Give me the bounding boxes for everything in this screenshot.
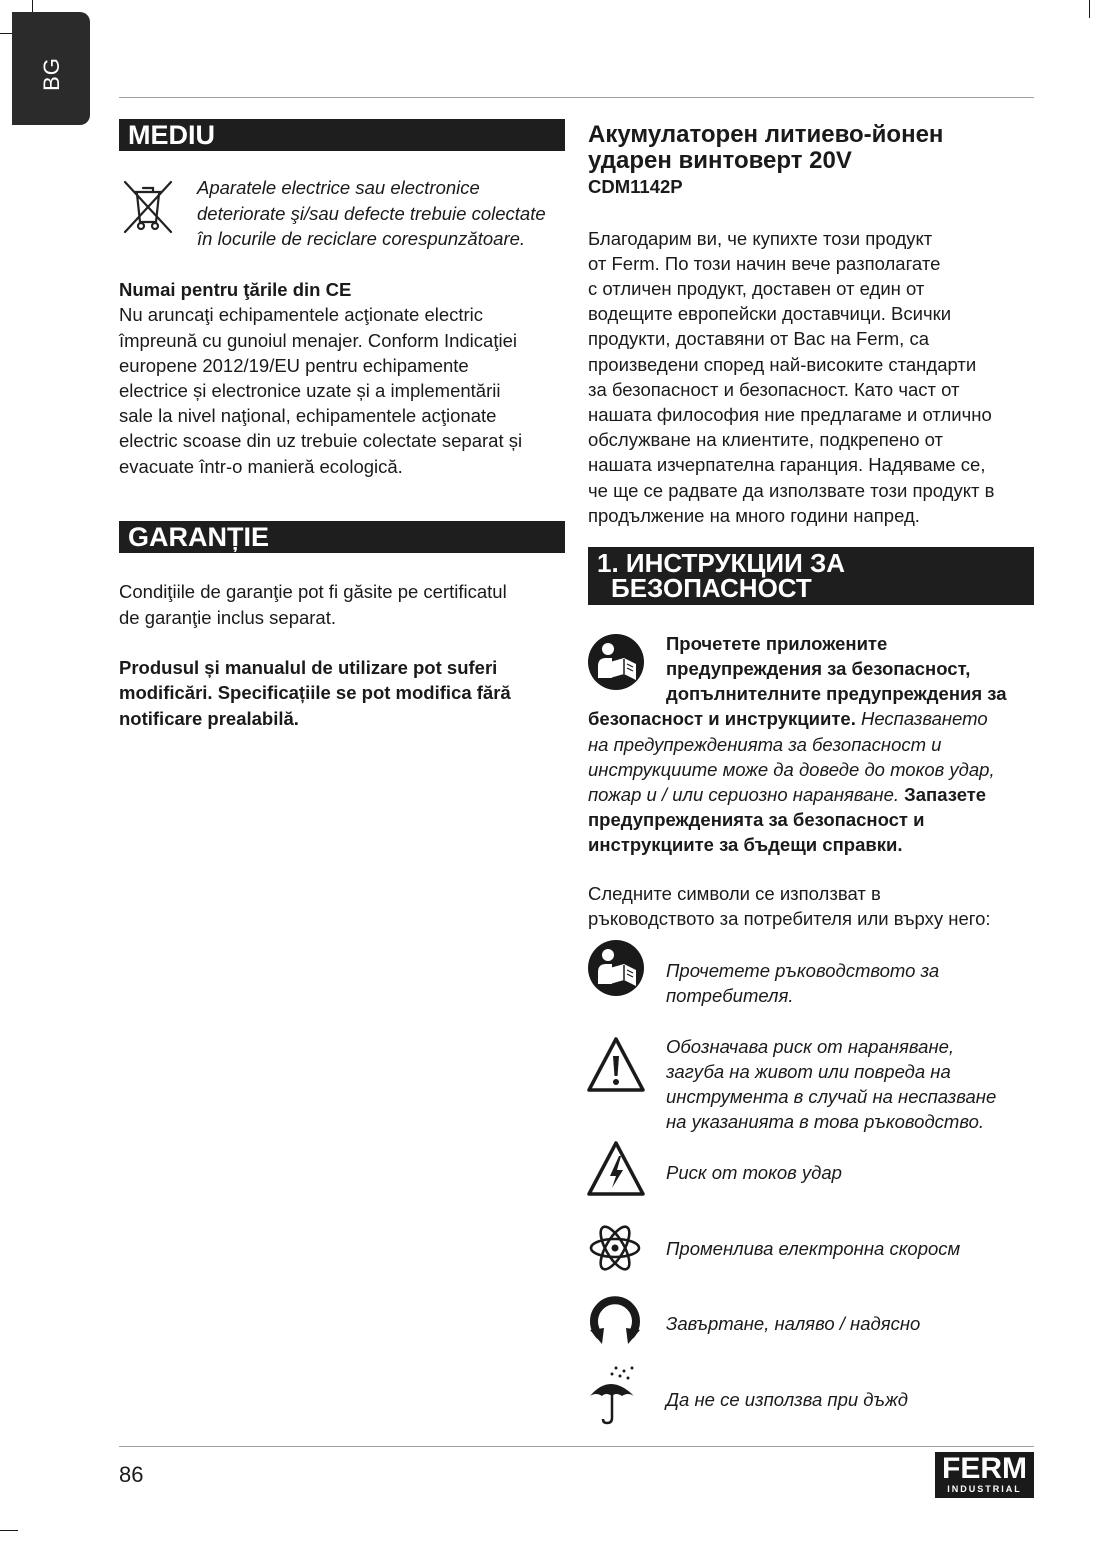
weee-line: în locurile de reciclare corespunzătoare. [197, 228, 526, 249]
warning-line: допълнителните предупреждения за [666, 683, 1007, 704]
symbol-description: потребителя. [666, 985, 794, 1006]
warning-icon [586, 1036, 646, 1094]
intro-line: водещите европейски доставчици. Всички [588, 303, 952, 324]
model-number: CDM1142P [588, 176, 683, 197]
warning-line: Прочетете приложените [666, 633, 888, 654]
symbol-description: Обозначава риск от нараняване, [666, 1036, 955, 1057]
mediu-line: europene 2012/19/EU pentru echipamente [119, 355, 469, 376]
intro-line: нашата философия ние предлагаме и отлично [588, 404, 992, 425]
intro-line: продукти, доставяни от Вас на Ferm, са [588, 328, 929, 349]
section-heading-mediu: MEDIU [119, 119, 565, 151]
garantie-line: Condiţiile de garanţie pot fi găsite pe certificatul [119, 581, 507, 602]
mediu-line: evacuate într-o manieră ecologică. [119, 456, 403, 477]
read-manual-icon [586, 632, 646, 692]
language-tab [12, 12, 90, 125]
intro-line: с отличен продукт, доставен от един от [588, 278, 925, 299]
notice-line: notificare prealabilă. [119, 708, 299, 729]
symbol-description: Променлива електронна скоросм [666, 1238, 961, 1259]
symbol-description: инструмента в случай на неспазване [666, 1086, 997, 1107]
mediu-line: Nu aruncaţi echipamentele acţionate electric [119, 304, 484, 325]
garantie-line: de garanţie inclus separat. [119, 607, 336, 628]
ferm-logo: FERM INDUSTRIAL [935, 1452, 1034, 1498]
warning-line: инструкциите за бъдещи справки. [588, 834, 903, 855]
weee-bin-icon [121, 178, 175, 236]
intro-line: за безопасност и безопасност. Като част от [588, 379, 960, 400]
symbols-intro-line: Следните символи се използват в [588, 883, 881, 904]
crop-mark [1089, 0, 1090, 18]
notice-line: Produsul și manualul de utilizare pot suferi [119, 657, 498, 678]
symbol-description: Прочетете ръководството за [666, 960, 940, 981]
weee-line: Aparatele electrice sau electronice [197, 177, 480, 198]
mediu-line: electrice și electronice uzate și a implementării [119, 380, 501, 401]
intro-line: обслужване на клиентите, подкрепено от [588, 429, 944, 450]
symbol-description: Да не се използва при дъжд [666, 1389, 908, 1410]
symbol-description: Завъртане, наляво / надясно [666, 1313, 921, 1334]
intro-line: произведени според най-високите стандарти [588, 354, 977, 375]
mediu-line: împreună cu gunoiul menajer. Conform Indicaţiei [119, 330, 517, 351]
page-number: 86 [119, 1462, 144, 1487]
warning-line: на предупрежденията за безопасност и [588, 734, 942, 755]
eu-subheading: Numai pentru ţările din CE [119, 279, 352, 300]
bottom-rule [119, 1446, 1034, 1447]
section-heading-safety: 1. ИНСТРУКЦИИ ЗА БЕЗОПАСНОСТ [588, 547, 1034, 605]
mediu-line: sale la nivel naţional, echipamentele acţionate [119, 405, 497, 426]
symbols-intro-line: ръководството за потребителя или върху него: [588, 908, 991, 929]
weee-line: deteriorate şi/sau defecte trebuie colectate [197, 203, 546, 224]
intro-line: продължение на много години напред. [588, 505, 920, 526]
no-rain-icon [586, 1364, 642, 1426]
mediu-line: electric scoase din uz trebuie colectate separat și [119, 430, 523, 451]
symbol-description: Риск от токов удар [666, 1162, 842, 1183]
top-rule [119, 97, 1034, 98]
electronic-speed-icon [588, 1222, 642, 1274]
intro-line: от Ferm. По този начин вече разполагате [588, 253, 941, 274]
symbol-description: на указанията в това ръководство. [666, 1111, 985, 1132]
warning-line: предупрежденията за безопасност и [588, 809, 925, 830]
crop-mark [0, 1530, 18, 1531]
rotation-icon [586, 1290, 644, 1348]
warning-line: пожар и / или сериозно нараняване. Запазете [588, 784, 987, 805]
intro-line: нашата изчерпателна гаранция. Надяваме се, [588, 454, 986, 475]
warning-line: безопасност и инструкциите. Неспазването [588, 708, 988, 729]
intro-line: че ще се радвате да използвате този продукт в [588, 480, 995, 501]
electric-shock-icon [586, 1140, 646, 1198]
product-title: Акумулаторен литиево-йонен ударен винтоверт 20V [588, 121, 944, 174]
read-manual-icon [586, 938, 646, 998]
section-heading-garantie: GARANȚIE [119, 521, 565, 553]
notice-line: modificări. Specificațiile se pot modifica fără [119, 682, 511, 703]
symbol-description: загуба на живот или повреда на [666, 1061, 951, 1082]
intro-line: Благодарим ви, че купихте този продукт [588, 228, 933, 249]
warning-line: предупреждения за безопасност, [666, 658, 971, 679]
language-code: BG [39, 57, 64, 91]
warning-line: инструкциите може да доведе до токов удар, [588, 759, 995, 780]
